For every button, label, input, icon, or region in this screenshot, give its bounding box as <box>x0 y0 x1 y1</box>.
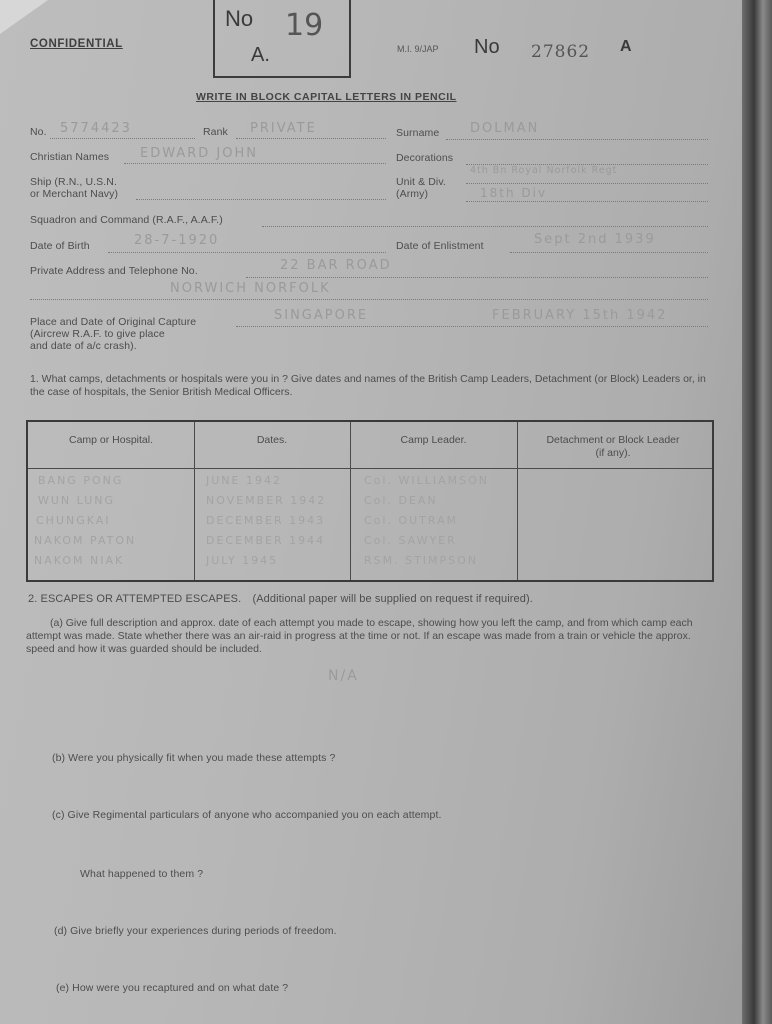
header-detachment-leader: Detachment or Block Leader (if any). <box>546 434 680 459</box>
q2-heading-text: 2. ESCAPES OR ATTEMPTED ESCAPES. <box>28 593 242 605</box>
folded-corner <box>0 0 48 34</box>
question-2d: (d) Give briefly your experiences during periods of freedom. <box>54 925 337 937</box>
camp-cell: BANG PONG <box>38 474 124 487</box>
camp-cell: NAKOM PATON <box>34 534 137 547</box>
ship-label <box>30 176 118 200</box>
leader-cell: Col. DEAN <box>364 494 438 507</box>
rank-label: Rank <box>203 126 228 138</box>
no-label: No. <box>30 126 47 138</box>
no-value: 5774423 <box>60 121 132 136</box>
camp-cell: NAKOM NIAK <box>34 554 125 567</box>
answer-2a: N/A <box>328 668 359 684</box>
box-number: 19 <box>285 8 324 43</box>
date-cell: NOVEMBER 1942 <box>206 494 327 507</box>
camp-cell: CHUNGKAI <box>36 514 111 527</box>
unit-value-1: 4th Bn Royal Norfolk Regt <box>470 165 618 176</box>
christian-names-label: Christian Names <box>30 151 110 163</box>
surname-label: Surname <box>396 127 440 139</box>
question-2a: (a) Give full description and approx. date of each attempt you made to escape, showing how you left the camp, and from which camp each attempt was made. State whether there was an air-raid in progress at the time or not. If an escape was made from a train or vehicle the approx. speed and how it was guarded should be included. <box>26 617 693 655</box>
leader-cell: Col. OUTRAM <box>364 514 459 527</box>
box-letter: A. <box>251 44 270 66</box>
squadron-label: Squadron and Command (R.A.F., A.A.F.) <box>30 214 223 226</box>
surname-value: DOLMAN <box>470 121 540 136</box>
ship-label-line1: Ship (R.N., U.S.N. <box>30 176 117 188</box>
unit-label <box>396 176 446 200</box>
enlistment-value: Sept 2nd 1939 <box>534 232 656 247</box>
serial-no-label: No <box>474 36 500 58</box>
header-camp: Camp or Hospital. <box>68 434 154 446</box>
date-cell: JUNE 1942 <box>206 474 282 487</box>
unit-value-2: 18th Div <box>480 186 548 200</box>
dob-label: Date of Birth <box>30 240 90 252</box>
date-cell: DECEMBER 1943 <box>206 514 326 527</box>
question-2-heading <box>28 593 533 605</box>
leader-cell: RSM. STIMPSON <box>364 554 479 567</box>
address-value-2: NORWICH NORFOLK <box>170 281 331 296</box>
date-cell: JULY 1945 <box>206 554 279 567</box>
address-value-1: 22 BAR ROAD <box>280 258 392 273</box>
ship-label-line2: or Merchant Navy) <box>30 188 119 200</box>
serial-number: 27862 <box>531 42 591 62</box>
question-2c: (c) Give Regimental particulars of anyone who accompanied you on each attempt. <box>52 809 442 821</box>
enlistment-label: Date of Enlistment <box>396 240 484 252</box>
rank-value: PRIVATE <box>250 121 317 136</box>
q2-note: (Additional paper will be supplied on request if required). <box>252 593 533 605</box>
header-camp-leader: Camp Leader. <box>400 434 467 446</box>
confidential-label: CONFIDENTIAL <box>30 38 123 50</box>
capture-label-line2: (Aircrew R.A.F. to give place <box>30 328 165 340</box>
capture-label-line1: Place and Date of Original Capture <box>30 316 197 328</box>
christian-names-value: EDWARD JOHN <box>140 146 259 161</box>
leader-cell: Col. WILLIAMSON <box>364 474 489 487</box>
question-2b: (b) Were you physically fit when you made these attempts ? <box>52 752 336 764</box>
question-2e: (e) How were you recaptured and on what date ? <box>56 982 289 994</box>
decorations-label: Decorations <box>396 152 454 164</box>
capture-date: FEBRUARY 15th 1942 <box>492 308 668 323</box>
unit-label-line1: Unit & Div. <box>396 176 446 188</box>
question-1: 1. What camps, detachments or hospitals were you in ? Give dates and names of the British Camp Leaders, Detachment (or Block) Leaders or, in the case of hospitals, the Senior British Medical Officers. <box>30 373 706 398</box>
camps-table <box>26 420 714 582</box>
leader-cell: Col. SAWYER <box>364 534 457 547</box>
question-2c-followup: What happened to them ? <box>80 868 204 880</box>
capture-label-line3: and date of a/c crash). <box>30 340 137 352</box>
camp-cell: WUN LUNG <box>38 494 116 507</box>
dob-value: 28-7-1920 <box>134 233 220 248</box>
box-no-label: No <box>225 6 254 31</box>
address-label: Private Address and Telephone No. <box>30 265 198 277</box>
header-dates: Dates. <box>256 434 288 446</box>
serial-suffix: A <box>620 38 632 55</box>
instruction-heading: WRITE IN BLOCK CAPITAL LETTERS IN PENCIL <box>196 91 457 103</box>
capture-place: SINGAPORE <box>274 308 369 323</box>
date-cell: DECEMBER 1944 <box>206 534 326 547</box>
unit-label-line2: (Army) <box>396 188 429 200</box>
page-edge-shadow <box>742 0 772 1024</box>
reference-box <box>213 0 351 78</box>
ref-code: M.I. 9/JAP <box>397 44 439 54</box>
capture-label <box>30 316 196 352</box>
